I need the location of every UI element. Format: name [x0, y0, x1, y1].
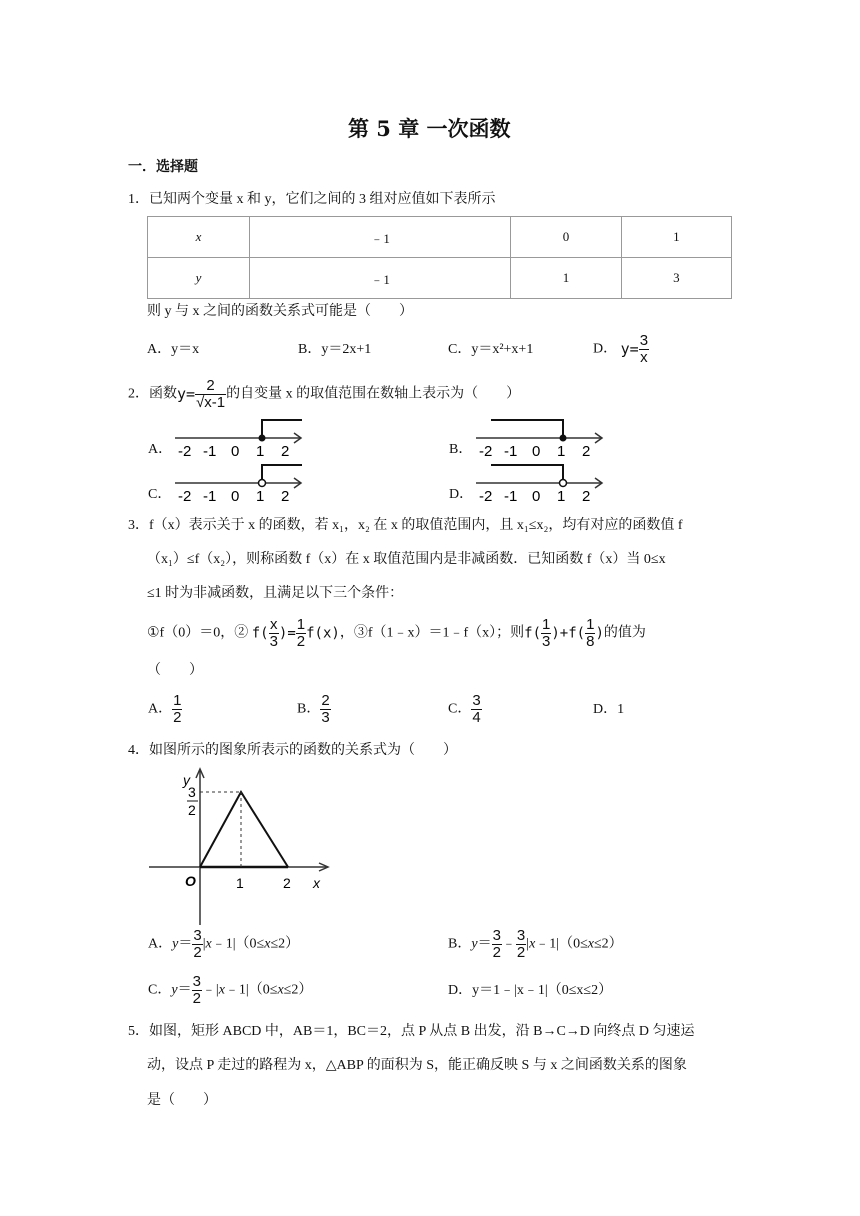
tick-label: 1 [557, 443, 566, 458]
q5-line2: 动，设点 P 走过的路程为 x，△ABP 的面积为 S，能正确反映 S 与 x 之间函数关系的图象 [147, 1058, 687, 1073]
number-line-c[interactable] [170, 459, 310, 503]
xtick-1: 1 [236, 875, 244, 891]
table-cell: 1 [621, 217, 731, 258]
q4-option-c[interactable]: C．y＝ $\frac{3}{2}$ ﹣|x﹣1|（0≤x≤2） [148, 973, 313, 1007]
tick-label: -2 [178, 443, 192, 458]
q2-option-c-label[interactable]: C． [148, 487, 172, 502]
q1-ask: 则 y 与 x 之间的函数关系式可能是（ ） [147, 304, 413, 319]
tick-label: -1 [203, 443, 217, 458]
table-row [148, 258, 732, 299]
tick-label: -1 [203, 488, 217, 503]
table-cell: y [148, 258, 250, 299]
number-line-d[interactable] [471, 459, 611, 503]
q4-option-a[interactable]: A．y＝ $\frac{3}{2}$ |x﹣1|（0≤x≤2） [148, 927, 300, 961]
table-row [148, 217, 732, 258]
q1-option-b[interactable]: B．y＝2x+1 [298, 342, 372, 357]
tick-label: -2 [479, 488, 493, 503]
section-heading: 一．选择题 [128, 160, 198, 175]
q5-line1: 5．如图，矩形 ABCD 中，AB＝1，BC＝2，点 P 从点 B 出发，沿 B→C→D 向终点 D 匀速运 [128, 1024, 695, 1039]
tick-label: -2 [479, 443, 493, 458]
number-line-b[interactable] [471, 414, 611, 458]
q2-option-a-label[interactable]: A． [148, 442, 173, 457]
q4-stem: 4．如图所示的图象所表示的函数的关系式为（ ） [128, 743, 457, 758]
tick-label: 0 [231, 443, 240, 458]
origin-label: O [185, 873, 196, 889]
xtick-2: 2 [283, 875, 291, 891]
table-cell: x [148, 217, 250, 258]
x-axis-label: x [313, 875, 320, 891]
table-cell: ﹣1 [249, 217, 510, 258]
q3-paren: （ ） [147, 663, 203, 678]
tick-label: 1 [557, 488, 566, 503]
values-table [147, 216, 732, 299]
q4-graph [145, 765, 335, 927]
y-axis-label: y [183, 772, 190, 788]
q2-stem: 2．函数y= $\frac{2}{√x-1}$ 的自变量 x 的取值范围在数轴上表示为（ ） [128, 377, 521, 411]
q1-stem: 1．已知两个变量 x 和 y，它们之间的 3 组对应值如下表所示 [128, 192, 496, 207]
tick-label: -2 [178, 488, 192, 503]
tick-label: 0 [532, 488, 541, 503]
table-cell: 0 [511, 217, 621, 258]
q3-option-b[interactable]: B． $\frac{2}{3}$ [297, 692, 330, 726]
q3-line3: ≤1 时为非减函数，且满足以下三个条件： [147, 586, 404, 601]
tick-label: 2 [281, 488, 290, 503]
q2-option-d-label[interactable]: D． [449, 487, 474, 502]
table-cell: 1 [511, 258, 621, 299]
tick-label: 0 [231, 488, 240, 503]
tick-label: 1 [256, 443, 265, 458]
tick-label: -1 [504, 443, 518, 458]
tick-label: 2 [582, 443, 591, 458]
q2-option-b-label[interactable]: B． [449, 442, 473, 457]
tick-label: 2 [582, 488, 591, 503]
q3-line1: 3．f（x）表示关于 x 的函数，若 x₁，x₂ 在 x 的取值范围内，且 x₁≤x₂，均有对应的函数值 f [128, 518, 683, 533]
q1-option-c[interactable]: C．y＝x²+x+1 [448, 342, 534, 357]
q3-conditions: ①f（0）＝0，② f( $\frac{x}{3}$ )= $\frac{1}{2}$ f(x)，③f（1﹣x）＝1﹣f（x）；则f( $\frac{1}{3}$ )+f( $\frac{1}{8}$ )的值为 [147, 616, 646, 650]
tick-label: 2 [281, 443, 290, 458]
q5-line3: 是（ ） [147, 1093, 217, 1108]
table-cell: 3 [621, 258, 731, 299]
q1-option-d[interactable]: D． y= $\frac{3}{x}$ [593, 332, 649, 366]
q3-line2: （x₁）≤f（x₂），则称函数 f（x）在 x 取值范围内是非减函数．已知函数 f（x）当 0≤x [147, 552, 666, 567]
ytick-den: 2 [188, 802, 196, 818]
q1-option-a[interactable]: A．y＝x [147, 342, 200, 357]
q4-option-b[interactable]: B．y＝ $\frac{3}{2}$ ﹣ $\frac{3}{2}$ |x﹣1|（0≤x≤2） [448, 927, 623, 961]
q3-option-d[interactable]: D．1 [593, 702, 625, 717]
q4-option-d[interactable]: D．y＝1﹣|x﹣1|（0≤x≤2） [448, 983, 613, 998]
q3-option-c[interactable]: C． $\frac{3}{4}$ [448, 692, 481, 726]
tick-label: -1 [504, 488, 518, 503]
q3-option-a[interactable]: A． $\frac{1}{2}$ [148, 692, 182, 726]
page-title: 第 5 章 一次函数 [348, 116, 511, 141]
tick-label: 0 [532, 443, 541, 458]
number-line-a[interactable] [170, 414, 310, 458]
ytick-num: 3 [188, 784, 196, 800]
table-cell: ﹣1 [249, 258, 510, 299]
tick-label: 1 [256, 488, 265, 503]
